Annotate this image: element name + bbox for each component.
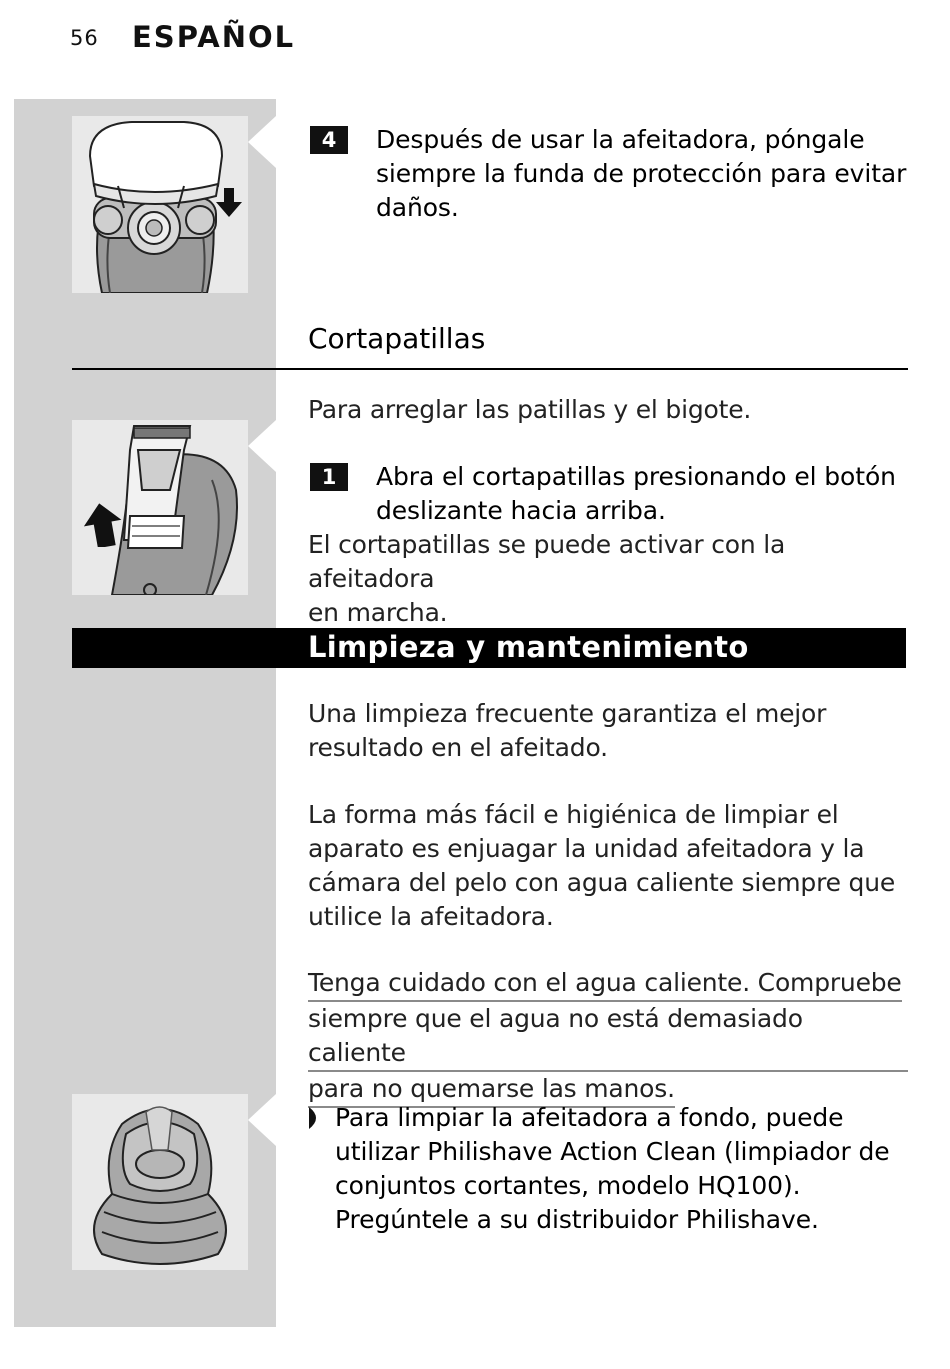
step-1-text bbox=[376, 460, 916, 528]
step-4-text bbox=[376, 123, 916, 225]
step-4-line: daños. bbox=[376, 193, 459, 222]
callout-pointer bbox=[248, 116, 278, 172]
paragraph-line: resultado en el afeitado. bbox=[308, 733, 608, 762]
callout-pointer bbox=[248, 420, 278, 476]
arrow-up-icon bbox=[84, 503, 122, 551]
paragraph-line: La forma más fácil e higiénica de limpiar el bbox=[308, 800, 839, 829]
step-1-line: deslizante hacia arriba. bbox=[376, 496, 666, 525]
section-divider bbox=[72, 368, 908, 370]
paragraph-line: aparato es enjuagar la unidad afeitadora y la bbox=[308, 834, 865, 863]
limpieza-paragraph-2 bbox=[308, 798, 908, 934]
cortapatillas-intro: Para arreglar las patillas y el bigote. bbox=[308, 395, 752, 424]
note-line: en marcha. bbox=[308, 598, 448, 627]
note-line: El cortapatillas se puede activar con la afeitadora bbox=[308, 530, 786, 593]
step-number-1: 1 bbox=[310, 463, 348, 491]
warning-line: siempre que el agua no está demasiado caliente bbox=[308, 1002, 908, 1072]
arrow-down-icon bbox=[215, 188, 243, 222]
paragraph-line: utilice la afeitadora. bbox=[308, 902, 554, 931]
bullet-line: utilizar Philishave Action Clean (limpiador de bbox=[335, 1137, 890, 1166]
bullet-text bbox=[335, 1101, 915, 1237]
bullet-line: conjuntos cortantes, modelo HQ100). bbox=[335, 1171, 801, 1200]
step-number-4: 4 bbox=[310, 126, 348, 154]
triangle-bullet-icon bbox=[309, 1107, 323, 1133]
warning-line: Tenga cuidado con el agua caliente. Compruebe bbox=[308, 966, 902, 1002]
cortapatillas-note bbox=[308, 528, 908, 630]
step-4-line: siempre la funda de protección para evitar bbox=[376, 159, 907, 188]
bullet-line: Pregúntele a su distribuidor Philishave. bbox=[335, 1205, 819, 1234]
callout-pointer bbox=[248, 1094, 278, 1150]
warning-text bbox=[308, 966, 908, 1108]
section-heading-limpieza: Limpieza y mantenimiento bbox=[308, 630, 749, 664]
section-heading-cortapatillas: Cortapatillas bbox=[308, 322, 486, 355]
bullet-line: Para limpiar la afeitadora a fondo, puede bbox=[335, 1103, 844, 1132]
step-1-line: Abra el cortapatillas presionando el botón bbox=[376, 462, 896, 491]
limpieza-paragraph-1 bbox=[308, 697, 908, 765]
page-language: ESPAÑOL bbox=[132, 20, 296, 54]
step-4-line: Después de usar la afeitadora, póngale bbox=[376, 125, 865, 154]
warning-line: para no quemarse las manos. bbox=[308, 1072, 675, 1108]
paragraph-line: Una limpieza frecuente garantiza el mejor bbox=[308, 699, 827, 728]
paragraph-line: cámara del pelo con agua caliente siempre que bbox=[308, 868, 896, 897]
page-number: 56 bbox=[70, 26, 99, 50]
illustration-action-clean bbox=[72, 1094, 248, 1270]
